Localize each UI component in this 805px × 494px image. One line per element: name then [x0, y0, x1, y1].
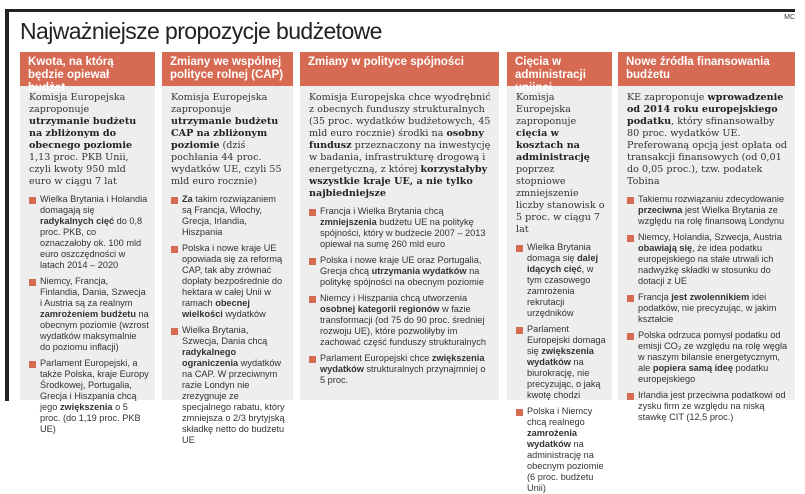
bullet-item [516, 406, 606, 494]
bullet-segment: Parlament Europejski chce [320, 353, 432, 363]
bullet-square-icon [309, 356, 316, 363]
bullet-square-icon [627, 235, 634, 242]
bullet-segment: Takiemu rozwiązaniu zdecydowanie [638, 194, 785, 204]
bullet-segment: takim rozwiązaniem są Francja, Włochy, Grecja, Irlandia, Hiszpania [182, 194, 276, 237]
bullet-segment: Polska odrzuca pomysł podatku od emisji CO₂ ze względu na rolę węgla w naszym bilansie energetycznym, ale [638, 330, 788, 373]
bullet-square-icon [627, 393, 634, 400]
bullet-segment: Niemcy, Francja, Finlandia, Dania, Szwecja i Austria są za realnym [40, 276, 146, 308]
intro-emphasis: utrzymanie budżetu CAP na zbliżonym poziomie [171, 116, 279, 151]
bullet-square-icon [516, 409, 523, 416]
bullet-item [516, 242, 606, 319]
bullet-item [309, 353, 493, 386]
bullet-segment: Irlandia jest przeciwna podatkowi od zysku firm ze względu na niską stawkę CIT (12,5 proc.) [638, 390, 786, 422]
bullet-segment: strukturalnych przynajmniej o 5 proc. [320, 364, 486, 385]
column-header: Nowe źródła finansowania budżetu [618, 52, 795, 86]
bullet-square-icon [29, 197, 36, 204]
bullet-emphasis: zmniejszenia [320, 217, 377, 227]
intro-segment: (dziś pochłania 44 proc. wydatków UE, czyli 55 mld euro rocznie) [171, 140, 282, 187]
bullet-item [627, 194, 789, 227]
bullet-emphasis: popiera samą ideę [652, 363, 733, 373]
bullet-segment: idei podatków, nie precyzując, w jakim kształcie [638, 292, 777, 324]
bullet-item [171, 194, 287, 238]
intro-emphasis: osobny fundusz [309, 128, 484, 151]
bullet-item [627, 292, 789, 325]
bullet-emphasis: zwiększenia [59, 402, 113, 412]
bullet-item [29, 194, 149, 271]
intro-segment: 1,13 proc. PKB Unii, czyli kwoty 950 mld euro w ciągu 7 lat [29, 152, 129, 187]
bullet-square-icon [171, 246, 178, 253]
intro-emphasis: wprowadzenie od 2014 roku europejskiego podatku [627, 92, 784, 127]
bullet-segment: na administrację na obecnym poziomie (6 proc. budżetu Unii) [527, 439, 604, 493]
bullet-emphasis: obecnej wielkości [182, 298, 250, 319]
bullet-square-icon [516, 327, 523, 334]
bullet-square-icon [627, 333, 634, 340]
bullet-segment: Wielka Brytania domaga się [527, 242, 591, 263]
bullet-segment: Polska i nowe kraje UE opowiada się za reformą CAP, tak aby zrównać dopłaty bezpośrednie do hektara w całej Unii w ramach [182, 243, 283, 308]
bullet-square-icon [309, 258, 316, 265]
bullet-emphasis: dalej idących cięć [527, 253, 598, 274]
column-body [20, 86, 155, 435]
column-header: Kwota, na którą będzie opiewał budżet [20, 52, 155, 86]
bullet-item [171, 243, 287, 320]
bullet-emphasis: Za [182, 194, 193, 204]
bullet-item [627, 330, 789, 385]
intro-text [516, 92, 606, 236]
bullet-segment: Francja i Wielka Brytania chcą [320, 206, 444, 216]
page-title: Najważniejsze propozycje budżetowe [20, 18, 382, 44]
bullet-square-icon [309, 209, 316, 216]
bullet-segment: , w tym czasowego zamrożenia rekrutacji urzędników [527, 264, 594, 318]
bullet-segment: podatku europejskiego [638, 363, 769, 384]
intro-segment: KE zaproponuje [627, 92, 708, 103]
frame-top-rule [5, 9, 795, 12]
column-budget-amount [20, 52, 155, 434]
bullet-segment: o 5 proc. (do 1,19 proc. PKB UE) [40, 402, 141, 434]
intro-segment: poprzez stopniowe zmniejszenie liczby stanowisk o 5 proc. w ciągu 7 lat [516, 164, 605, 235]
column-body [507, 86, 612, 494]
intro-segment: przeznaczony na inwestycję w badania, infrastrukturę drogową i energetyczną, z której [309, 140, 491, 175]
bullet-item [29, 358, 149, 435]
intro-text [309, 92, 493, 200]
bullet-segment: do 0,8 proc. PKB, co oznaczałoby ok. 100 mld euro oszczędności w latach 2014 – 2020 [40, 216, 143, 270]
bullet-segment: Wielka Brytania i Holandia domagają się [40, 194, 148, 215]
bullet-emphasis: utrzymania wydatków [371, 266, 467, 276]
column-header: Cięcia w administracji unijnej [507, 52, 612, 86]
bullet-segment: Niemcy i Hiszpania chcą utworzenia [320, 293, 468, 303]
bullet-emphasis: przeciwna [638, 205, 683, 215]
bullet-square-icon [29, 361, 36, 368]
intro-emphasis: cięcia w kosztach na administrację [516, 128, 590, 163]
intro-segment: Komisja Europejska zaproponuje [516, 92, 577, 127]
bullet-segment: budżetu UE na politykę spójności, który w budżecie 2007 – 2013 opiewał na sumę 260 mld euro [320, 217, 486, 249]
bullet-segment: Polska i Niemcy chcą realnego [527, 406, 593, 427]
column-administration-cuts [507, 52, 612, 493]
intro-text [627, 92, 789, 188]
bullet-emphasis: zwiększenia wydatków [527, 346, 594, 367]
bullet-segment: na politykę spójności na obecnym poziomie [320, 266, 484, 287]
bullet-emphasis: zamrożeniem budżetu [40, 309, 136, 319]
column-header: Zmiany we wspólnej polityce rolnej (CAP) [162, 52, 293, 86]
intro-text [171, 92, 287, 188]
bullet-segment: jest Wielka Brytania ze względu na rolę finansową Londynu [638, 205, 785, 226]
bullet-item [309, 206, 493, 250]
bullet-segment: Polska i nowe kraje UE oraz Portugalia, Grecja chcą [320, 255, 482, 276]
column-cohesion-policy [300, 52, 499, 400]
bullet-square-icon [309, 296, 316, 303]
frame-left-rule [5, 9, 9, 401]
bullet-emphasis: osobnej kategorii regionów [320, 304, 440, 314]
bullet-emphasis: zwiększenia wydatków [320, 353, 485, 374]
intro-segment: Komisja Europejska zaproponuje [29, 92, 126, 115]
bullet-segment: wydatków [222, 309, 266, 319]
bullet-square-icon [171, 328, 178, 335]
bullet-segment: Parlament Europejski, a także Polska, kraje Europy Środkowej, Portugalia, Grecja i Hiszpania chcą jego [40, 358, 149, 412]
bullet-segment: w fazie transformacji (od 75 do 90 proc. średniej rozwoju UE), które pozwoliłyby im zachować część funduszy strukturalnych [320, 304, 486, 347]
bullet-emphasis: zamrożenia wydatków [527, 428, 578, 449]
bullet-emphasis: radykalnych cięć [40, 216, 115, 226]
intro-segment: Komisja Europejska chce wyodrębnić z obecnych funduszy strukturalnych (35 proc. wydatków budżetowych, 45 mld euro rocznie) środki na [309, 92, 491, 139]
column-body [618, 86, 795, 423]
column-header: Zmiany w polityce spójności [300, 52, 499, 86]
bullet-item [29, 276, 149, 353]
bullet-item [309, 293, 493, 348]
credit: MC [784, 14, 795, 21]
bullet-segment: Parlament Europejski domaga się [527, 324, 606, 356]
column-body [162, 86, 293, 446]
bullet-segment: Francja [638, 292, 672, 302]
bullet-item [627, 390, 789, 423]
column-new-funding-sources [618, 52, 795, 422]
bullet-emphasis: jest zwolennikiem [671, 292, 750, 302]
bullet-segment: na biurokrację, nie precyzując, o jaką kwotę chodzi [527, 357, 601, 400]
bullet-segment: , że idea podatku europejskiego na stałe utrwali ich nadwyżkę składki w stosunku do dotacji z UE [638, 243, 774, 286]
bullet-segment: Wielka Brytania, Szwecja, Dania chcą [182, 325, 268, 346]
column-agricultural-policy [162, 52, 293, 445]
intro-emphasis: korzystałyby wszystkie kraje UE, a nie tylko najbiedniejsze [309, 164, 488, 199]
bullet-square-icon [171, 197, 178, 204]
bullet-square-icon [627, 295, 634, 302]
intro-segment: Komisja Europejska zaproponuje [171, 92, 268, 115]
bullet-item [516, 324, 606, 401]
intro-segment: , który sfinansowałby 80 proc. wydatków UE. Preferowaną opcją jest opłata od transakcji finansowych (od 0,01 do 0,05 proc.), tzw. podatek Tobina [627, 116, 787, 187]
bullet-emphasis: radykalnego ograniczenia [182, 347, 239, 368]
column-body [300, 86, 499, 386]
bullet-segment: Niemcy, Holandia, Szwecja, Austria [638, 232, 782, 242]
intro-emphasis: utrzymanie budżetu na zbliżonym do obecnego poziomie [29, 116, 137, 151]
intro-text [29, 92, 149, 188]
bullet-square-icon [627, 197, 634, 204]
bullet-segment: na obecnym poziomie (wzrost wydatków maksymalnie do poziomu inflacji) [40, 309, 149, 352]
bullet-item [309, 255, 493, 288]
bullet-square-icon [516, 245, 523, 252]
bullet-item [627, 232, 789, 287]
bullet-segment: wydatków na CAP. W przeciwnym razie Londyn nie zrezygnuje ze specjalnego rabatu, który zmniejsza o 2/3 brytyjską składkę netto do budżetu UE [182, 358, 285, 445]
bullet-emphasis: obawiają się [638, 243, 693, 253]
bullet-square-icon [29, 279, 36, 286]
bullet-item [171, 325, 287, 446]
